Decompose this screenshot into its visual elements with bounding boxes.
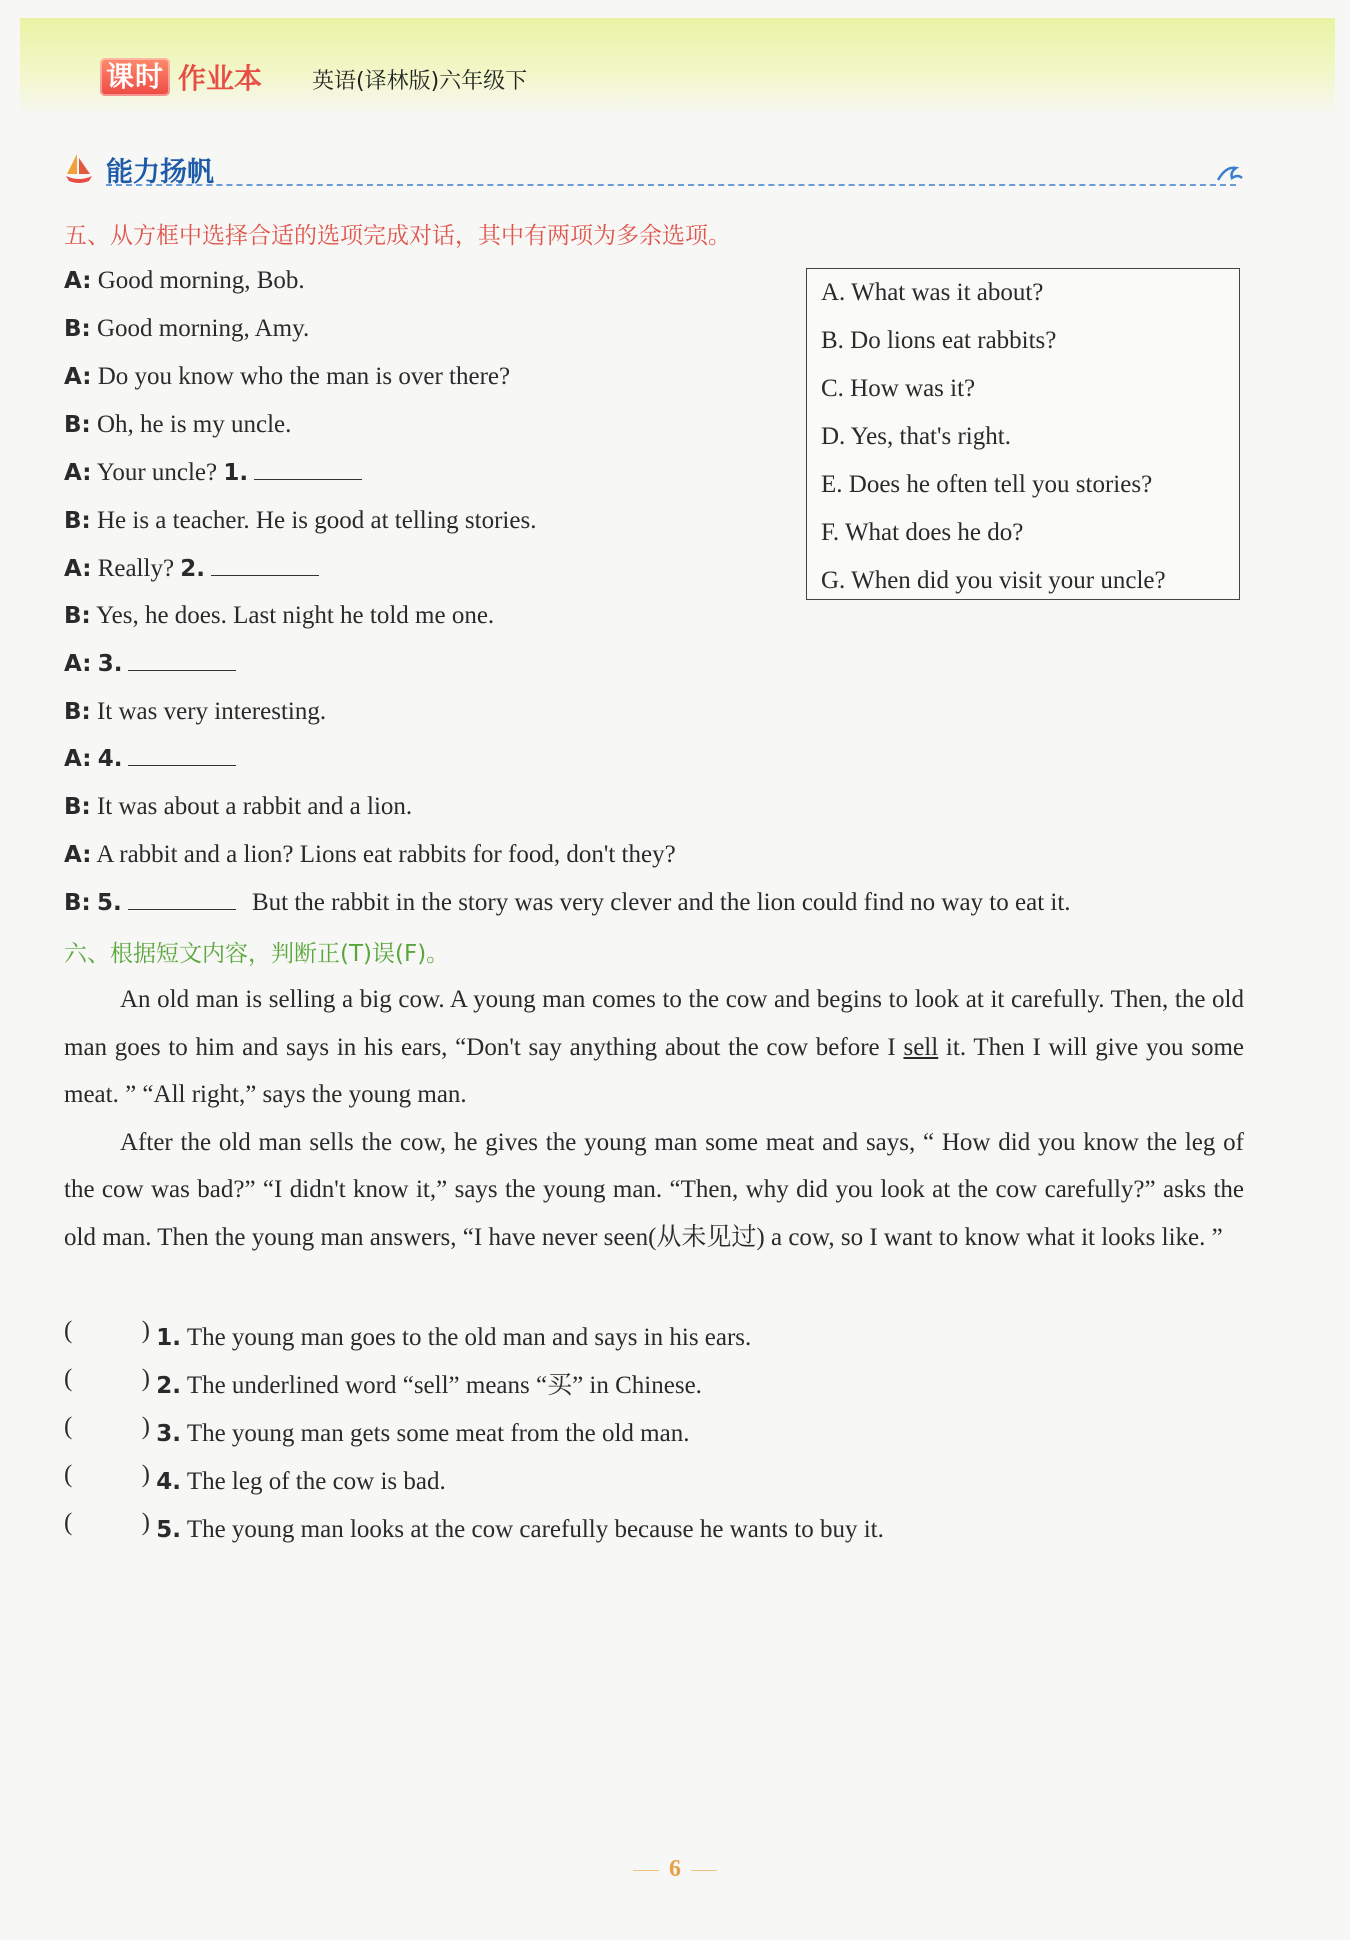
speaker-label: A:	[64, 268, 92, 294]
speaker-label: A:	[64, 460, 92, 486]
dialogue-line	[64, 791, 412, 823]
dialogue-line	[64, 648, 236, 680]
item-text: The young man gets some meat from the old man.	[186, 1420, 690, 1447]
option-e: E. Does he often tell you stories?	[821, 471, 1153, 498]
section-header	[64, 148, 1244, 188]
dialogue-line	[64, 265, 305, 297]
item-text: The underlined word “sell” means “买” in Chinese.	[186, 1372, 702, 1399]
dialogue-text: Oh, he is my uncle.	[96, 411, 292, 438]
answer-paren-4[interactable]: ( )	[64, 1461, 150, 1488]
blank-number: 4.	[97, 746, 123, 772]
dialogue-text: Good morning, Amy.	[96, 315, 310, 342]
underlined-word: sell	[903, 1033, 939, 1061]
speaker-label: B:	[64, 508, 91, 534]
item-number: 3.	[156, 1421, 181, 1447]
series-logo	[100, 58, 262, 96]
answer-paren-5[interactable]: ( )	[64, 1509, 150, 1536]
dialogue-text: A rabbit and a lion? Lions eat rabbits for food, don't they?	[96, 841, 676, 868]
tf-item	[64, 1413, 689, 1448]
dialogue-text: Good morning, Bob.	[97, 267, 305, 294]
passage-text: An old man is selling a big cow. A young man comes to the cow and begins to look at it carefully. Then, the old man goes to him and says in his ears, “Don't say anything about the cow before I	[64, 986, 1244, 1061]
speaker-label: A:	[64, 556, 92, 582]
speaker-label: B:	[64, 699, 91, 725]
section-divider	[106, 184, 1236, 186]
dialogue-line	[64, 600, 494, 632]
dialogue-line	[64, 553, 319, 585]
tf-item	[64, 1317, 751, 1352]
question-6-heading: 六、根据短文内容，判断正(T)误(F)。	[64, 941, 450, 967]
sail-icon	[64, 152, 94, 184]
passage-text: it. Then I will give you some meat. ” “All right,” says the young man.	[64, 1033, 1244, 1108]
speaker-label: B:	[64, 316, 91, 342]
dialogue-text: It was very interesting.	[96, 698, 327, 725]
dialogue-text: Do you know who the man is over there?	[97, 363, 511, 390]
section-title: 能力扬帆	[106, 157, 214, 188]
passage-paragraph-2: After the old man sells the cow, he gives the young man some meat and says, “ How did you know the leg of the cow was bad?” “I didn't know it,” says the young man. “Then, why did you look at the cow carefully?” asks the old man. Then the young man answers, “I have never seen(从未见过) a cow, so I want to know what it looks like. ”	[64, 1128, 1244, 1251]
answer-blank-4[interactable]	[128, 743, 236, 766]
item-number: 2.	[156, 1373, 181, 1399]
item-text: The leg of the cow is bad.	[186, 1468, 446, 1495]
dialogue-line	[64, 887, 1071, 919]
answer-paren-1[interactable]: ( )	[64, 1317, 150, 1344]
item-number: 5.	[156, 1517, 181, 1543]
option-b: B. Do lions eat rabbits?	[821, 327, 1057, 354]
answer-paren-3[interactable]: ( )	[64, 1413, 150, 1440]
dialogue-text: He is a teacher. He is good at telling stories.	[96, 507, 537, 534]
passage-paragraph-1	[64, 976, 1244, 1119]
blank-number: 2.	[180, 556, 206, 582]
answer-blank-5[interactable]	[128, 887, 236, 910]
page-footer	[0, 1856, 1350, 1883]
speaker-label: A:	[64, 364, 92, 390]
tf-item	[64, 1365, 702, 1401]
options-box	[806, 268, 1240, 600]
answer-blank-2[interactable]	[211, 553, 319, 576]
dialogue-text: Yes, he does. Last night he told me one.	[96, 602, 495, 629]
item-text: The young man goes to the old man and says in his ears.	[186, 1324, 752, 1351]
book-title: 英语(译林版)六年级下	[312, 69, 528, 94]
dialogue-line	[64, 457, 362, 489]
question-5-heading: 五、从方框中选择合适的选项完成对话，其中有两项为多余选项。	[64, 223, 731, 249]
dialogue-line	[64, 839, 676, 871]
option-g: G. When did you visit your uncle?	[821, 567, 1166, 594]
item-number: 1.	[156, 1325, 181, 1351]
footer-dash	[691, 1870, 717, 1871]
speaker-label: A:	[64, 842, 92, 868]
speaker-label: B:	[64, 412, 91, 438]
tf-item	[64, 1461, 446, 1496]
dialogue-text: It was about a rabbit and a lion.	[96, 793, 413, 820]
speaker-label: B:	[64, 890, 91, 916]
dialogue-text: But the rabbit in the story was very clever and the lion could find no way to eat it.	[251, 889, 1071, 916]
logo-badge: 课时	[100, 58, 170, 96]
dialogue-line	[64, 313, 309, 345]
dialogue-line	[64, 409, 291, 441]
dialogue-line	[64, 696, 326, 728]
speaker-label: A:	[64, 746, 92, 772]
dialogue-line	[64, 743, 236, 775]
answer-blank-1[interactable]	[254, 457, 362, 480]
option-f: F. What does he do?	[821, 519, 1024, 546]
footer-dash	[633, 1870, 659, 1871]
answer-blank-3[interactable]	[128, 648, 236, 671]
blank-number: 5.	[96, 890, 122, 916]
speaker-label: B:	[64, 603, 91, 629]
blank-number: 3.	[97, 651, 123, 677]
page-number: 6	[669, 1856, 681, 1882]
logo-name: 作业本	[178, 62, 263, 95]
item-text: The young man looks at the cow carefully because he wants to buy it.	[186, 1516, 884, 1543]
dialogue-line	[64, 505, 536, 537]
item-number: 4.	[156, 1469, 181, 1495]
dialogue-text: Your uncle?	[96, 459, 218, 486]
tf-item	[64, 1509, 884, 1544]
dialogue-text: Really?	[97, 555, 175, 582]
option-c: C. How was it?	[821, 375, 976, 402]
option-a: A. What was it about?	[821, 279, 1044, 306]
answer-paren-2[interactable]: ( )	[64, 1365, 150, 1392]
dialogue-line	[64, 361, 510, 393]
speaker-label: A:	[64, 651, 92, 677]
reading-passage	[64, 976, 1244, 1261]
speaker-label: B:	[64, 794, 91, 820]
blank-number: 1.	[223, 460, 249, 486]
option-d: D. Yes, that's right.	[821, 423, 1011, 450]
wave-icon	[1216, 162, 1244, 184]
